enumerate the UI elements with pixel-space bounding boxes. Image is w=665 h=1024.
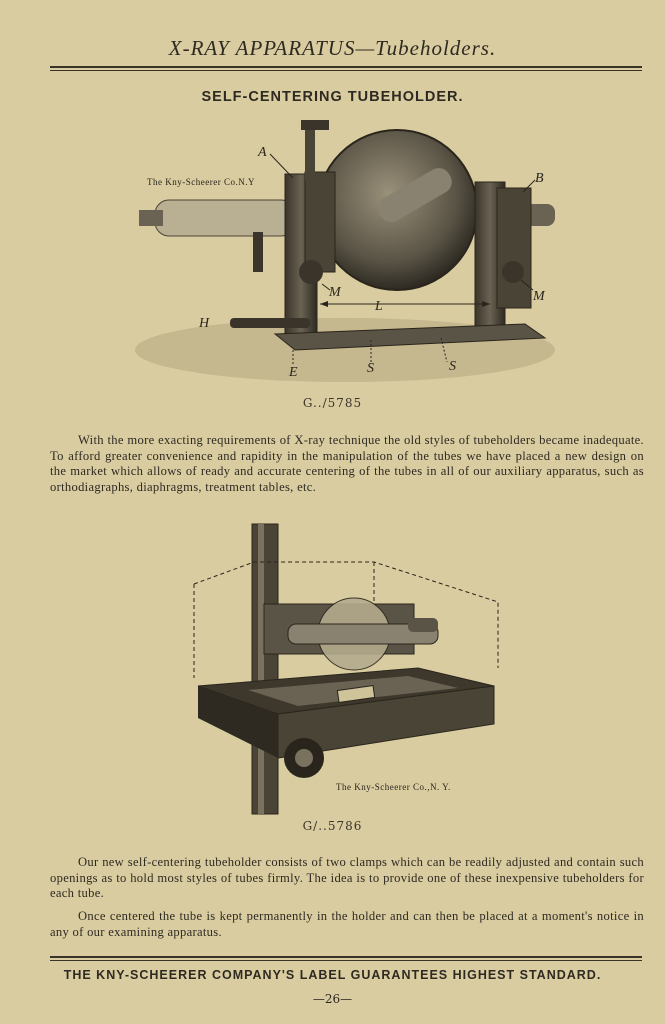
header-rule-thin (50, 70, 642, 71)
figure2-caption: G/..5786 (302, 819, 363, 833)
label-l: L (375, 299, 383, 314)
label-m-right: M (533, 289, 545, 304)
paragraph-description: Our new self-centering tubeholder consists of two clamps which can be readily adjusted and contain such openings as to hold most styles of tubes firmly. The idea is to provide one of these inexpensive tubeholders for each tube. (50, 855, 644, 901)
tubeholder-illustration (125, 112, 565, 394)
header-rule (50, 66, 642, 68)
footer-rule (50, 956, 642, 958)
figure1-caption: G../5785 (302, 396, 363, 410)
running-head: X-RAY APPARATUS—Tubeholders. (168, 36, 497, 60)
label-s-left: S (367, 361, 374, 376)
figure1-imprint: The Kny-Scheerer Co.N.Y (147, 177, 255, 187)
page-number: —26— (312, 992, 353, 1006)
label-h: H (199, 316, 210, 331)
section-title: SELF-CENTERING TUBEHOLDER. (201, 89, 464, 105)
label-m-left: M (329, 285, 341, 300)
label-e: E (289, 365, 298, 380)
label-b: B (535, 171, 544, 186)
tubeholder-on-stand-illustration (188, 518, 506, 818)
paragraph-intro: With the more exacting requirements of X-ray technique the old styles of tubeholders became inadequate. To afford greater convenience and rapidity in the manipulation of the tubes we have placed a new design on the market which allows of ready and accurate centering of the tubes in all of our auxiliary apparatus, such as orthodiagraphs, diaphragms, treatment tables, etc. (50, 433, 644, 494)
label-s-right: S (449, 359, 456, 374)
label-a: A (258, 145, 267, 160)
footer-rule-thin (50, 960, 642, 961)
paragraph-usage: Once centered the tube is kept permanently in the holder and can then be placed at a moment's notice in any of our examining apparatus. (50, 909, 644, 939)
footer-guarantee: THE KNY-SCHEERER COMPANY'S LABEL GUARANTEES HIGHEST STANDARD. (63, 968, 602, 982)
figure2-imprint: The Kny-Scheerer Co.,N. Y. (336, 782, 451, 792)
